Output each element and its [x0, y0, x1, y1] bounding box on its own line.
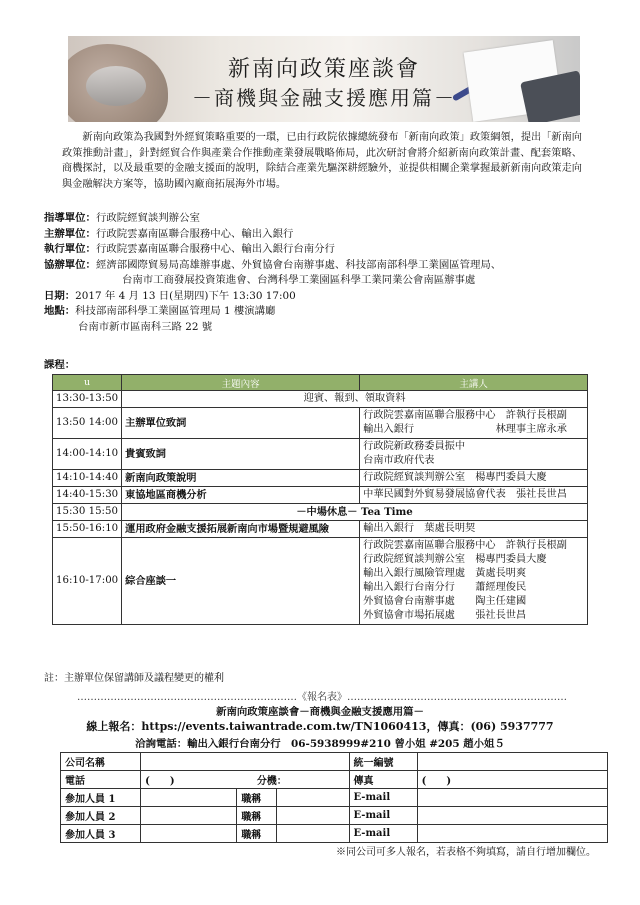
- attendee-2-field[interactable]: [141, 807, 237, 825]
- tel-label: 電話: [61, 771, 141, 789]
- row-speakers: [360, 521, 588, 538]
- attendee-1-email-field[interactable]: [417, 789, 607, 807]
- tel-area-code[interactable]: ( ): [141, 771, 237, 789]
- row-time: 13:30-13:50: [53, 391, 122, 408]
- row-topic: 新南向政策說明: [122, 470, 360, 487]
- course-label: 課程：: [44, 359, 76, 371]
- speaker: 行政院雲嘉南區聯合服務中心 許執行長根副: [363, 540, 567, 551]
- attendee-3-title-label: 職稱: [237, 825, 277, 843]
- venue-label: 地點：: [44, 305, 76, 317]
- host-label: 主辦單位：: [44, 227, 96, 240]
- row-speakers: [360, 470, 588, 487]
- table-row: [53, 439, 588, 470]
- attendee-3-label: 參加人員 3: [61, 825, 141, 843]
- table-row: [53, 521, 588, 538]
- speaker: 輸出入銀行 葉處長明契: [363, 523, 476, 534]
- attendee-1-title-field[interactable]: [277, 789, 349, 807]
- attendee-2-label: 參加人員 2: [61, 807, 141, 825]
- company-label: 公司名稱: [61, 753, 141, 771]
- attendee-2-email-label: E-mail: [349, 807, 417, 825]
- speaker: 台南市政府代表: [363, 455, 435, 466]
- guide-value: 行政院經貿談判辦公室: [95, 212, 200, 224]
- registration-phone: 洽詢電話：輸出入銀行台南分行 06-5938999#210 曾小姐 #205 趙小姐５: [135, 738, 505, 750]
- registration-divider: …………………………………………………………《報名表》…………………………………………………………: [77, 692, 567, 703]
- row-time: 16:10-17:00: [53, 538, 122, 625]
- speaker: 行政院雲嘉南區聯合服務中心 許執行長根副: [363, 410, 567, 421]
- registration-form: [60, 752, 608, 843]
- speaker: 行政院經貿談判辦公室 楊專門委員大慶: [363, 554, 547, 565]
- tel-ext[interactable]: 分機：: [237, 771, 349, 789]
- banner-subtitle: －商機與金融支援應用篇－: [192, 86, 456, 110]
- row-speakers: [360, 439, 588, 470]
- speaker: 外貿協會市場拓展處 張社長世昌: [363, 610, 527, 621]
- row-merged: 迎賓、報到、領取資料: [122, 391, 588, 408]
- company-field[interactable]: [141, 753, 349, 771]
- venue-value-line2: 台南市新市區南科三路 22 號: [78, 320, 213, 333]
- exec-label: 執行單位：: [44, 243, 96, 255]
- event-info: [44, 211, 604, 335]
- guide-label: 指導單位：: [44, 212, 96, 224]
- attendee-2-email-field[interactable]: [417, 807, 607, 825]
- row-time: 13:50 14:00: [53, 408, 122, 439]
- banner-title: 新南向政策座談會: [227, 57, 420, 82]
- table-row: [53, 408, 588, 439]
- banner: [68, 36, 580, 122]
- table-row: [53, 538, 588, 625]
- attendee-1-label: 參加人員 1: [61, 789, 141, 807]
- table-row: [53, 470, 588, 487]
- fax-label: 傳真: [349, 771, 417, 789]
- tax-id-field[interactable]: [417, 753, 607, 771]
- attendee-2-title-label: 職稱: [237, 807, 277, 825]
- attendee-2-title-field[interactable]: [277, 807, 349, 825]
- schedule-table: [52, 374, 588, 625]
- registration-title: 新南向政策座談會－商機與金融支援應用篇－: [216, 706, 424, 718]
- attendee-3-email-label: E-mail: [349, 825, 417, 843]
- table-row: [53, 504, 588, 521]
- host-value: 行政院雲嘉南區聯合服務中心、輸出入銀行: [95, 227, 294, 240]
- co-label: 協辦單位：: [44, 258, 96, 271]
- attendee-1-field[interactable]: [141, 789, 237, 807]
- tax-id-label: 統一編號: [349, 753, 417, 771]
- co-value-line1: 經濟部國際貿易局高雄辦事處、外貿協會台南辦事處、科技部南部科學工業園區管理局、: [95, 258, 502, 271]
- attendee-1-email-label: E-mail: [349, 789, 417, 807]
- speaker: 行政院經貿談判辦公室 楊專門委員大慶: [363, 472, 547, 483]
- attendee-3-field[interactable]: [141, 825, 237, 843]
- date-label: 日期：: [44, 289, 76, 302]
- attendee-1-title-label: 職稱: [237, 789, 277, 807]
- schedule-header-time: u: [53, 375, 122, 391]
- registration-online: 線上報名：https://events.taiwantrade.com.tw/TN1060413，傳真：(06) 5937777: [86, 720, 554, 733]
- row-speakers: [360, 408, 588, 439]
- speaker: 輸出入銀行風險管理處 黃處長明爽: [363, 568, 527, 579]
- row-topic: 東協地區商機分析: [122, 487, 360, 504]
- schedule-note: 註：主辦單位保留講師及議程變更的權利: [44, 673, 224, 684]
- row-time: 15:50-16:10: [53, 521, 122, 538]
- row-time: 14:10-14:40: [53, 470, 122, 487]
- row-topic: 運用政府金融支援拓展新南向市場暨規避風險: [122, 521, 360, 538]
- speaker: 輸出入銀行台南分行 蕭經理俊民: [363, 582, 527, 593]
- row-topic: 貴賓致詞: [122, 439, 360, 470]
- speaker: 行政院新政務委員振中: [363, 441, 466, 452]
- attendee-3-email-field[interactable]: [417, 825, 607, 843]
- table-row: [53, 391, 588, 408]
- speaker: 中華民國對外貿易發展協會代表 張社長世昌: [363, 489, 567, 500]
- row-speakers: [360, 538, 588, 625]
- row-speakers: [360, 487, 588, 504]
- fax-field[interactable]: ( ): [417, 771, 607, 789]
- speaker: 外貿協會台南辦事處 陶主任建國: [363, 596, 527, 607]
- registration-footer: ※同公司可多人報名，若表格不夠填寫，請自行增加欄位。: [336, 847, 596, 858]
- attendee-3-title-field[interactable]: [277, 825, 349, 843]
- row-time: 15:30 15:50: [53, 504, 122, 521]
- schedule-header-topic: 主題內容: [122, 375, 360, 391]
- table-row: [53, 487, 588, 504]
- row-topic: 主辦單位致詞: [122, 408, 360, 439]
- row-time: 14:00-14:10: [53, 439, 122, 470]
- venue-value-line1: 科技部南部科學工業園區管理局 1 樓演講廳: [75, 305, 276, 317]
- speaker: 輸出入銀行 林理事主席永承: [363, 424, 567, 435]
- co-value-line2: 台南市工商發展投資策進會、台灣科學工業園區科學工業同業公會南區辦事處: [122, 274, 476, 286]
- intro-paragraph: 新南向政策為我國對外經貿策略重要的一環，已由行政院依據總統發布「新南向政策」政策綱領，提出「新南向政策推動計畫」，針對經貿合作與產業合作推動產業發展戰略佈局，此次研討會將介紹新南向政策計畫、配套策略、商機探討，以及最重要的金融支援面的說明，除結合產業先驅深耕經驗外，並提供相關企業掌握最新新南向政策走向與金融解決方案等，協助國內廠商拓展海外市場。: [62, 132, 582, 190]
- row-topic: 綜合座談一: [122, 538, 360, 625]
- row-merged: －中場休息－ Tea Time: [122, 504, 588, 521]
- date-value: 2017 年 4 月 13 日(星期四)下午 13:30 17:00: [75, 289, 296, 302]
- schedule-header-speaker: 主講人: [360, 375, 588, 391]
- row-time: 14:40-15:30: [53, 487, 122, 504]
- exec-value: 行政院雲嘉南區聯合服務中心、輸出入銀行台南分行: [95, 243, 335, 255]
